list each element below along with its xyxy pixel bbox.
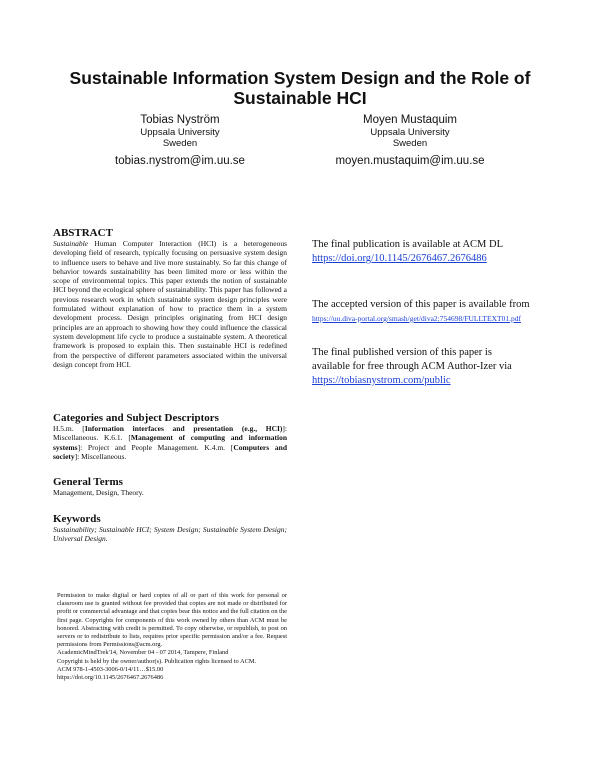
general-terms-text: Management, Design, Theory. — [53, 488, 144, 497]
cat-text-1: H.5.m. [ — [53, 424, 85, 433]
abstract-heading: ABSTRACT — [53, 227, 113, 239]
doi-link[interactable]: https://doi.org/10.1145/2676467.2676486 — [312, 253, 487, 264]
notice-text-2: available for free through ACM Author-Izer via — [312, 361, 512, 372]
paper-title — [40, 68, 560, 108]
notice-text-1: The final published version of this paper is — [312, 347, 492, 358]
cat-text-3: ]: Project and People Management. K.4.m. [ — [77, 442, 234, 452]
abstract-text — [53, 239, 287, 369]
permission-doi-line: https://doi.org/10.1145/2676467.2676486 — [57, 674, 164, 682]
abstract-body: Human Computer Interaction (HCI) is a heterogeneous developing field of research, typically focusing on persuasive system design to influence users to behave and live more sustainably. So far this change of behavior towards sustainability has been limited more or less within the scope of environmental topics. This paper extends the notion of sustainable HCI beyond the ecological sphere of sustainability. This paper has followed a previous research work in which sustainable system design principles were formulated without explanation of how to practice them in a system development process. Design principles originating from HCI design principles are an approach to showing how they could influence the classical system development life cycle to produce a sustainable system. A theoretical framework is proposed to explain this. Then sustainable HCI is redefined from the perspective of different parameters associated within the universal design concept from HCI. — [53, 239, 287, 369]
notice-accepted-version — [312, 298, 592, 326]
notice-text: The accepted version of this paper is available from — [312, 299, 530, 310]
general-terms-section — [53, 476, 287, 497]
notice-acm-dl — [312, 238, 592, 266]
author-affiliation: Uppsala University — [370, 127, 450, 138]
isbn-line: ACM 978-1-4503-3006-0/14/11…$15.00 — [57, 665, 164, 673]
general-terms-heading: General Terms — [53, 476, 123, 488]
diva-link[interactable]: https://uu.diva-portal.org/smash/get/diva2:754698/FULLTEXT01.pdf — [312, 314, 521, 323]
author-name: Tobias Nyström — [140, 114, 220, 126]
notice-text: The final publication is available at ACM DL — [312, 239, 503, 250]
categories-text — [53, 424, 287, 461]
author-block-2 — [330, 114, 490, 168]
categories-heading: Categories and Subject Descriptors — [53, 412, 219, 424]
cat-bold-2: Management of computing and information systems — [53, 433, 287, 452]
keywords-text: Sustainability; Sustainable HCI; System Design; Sustainable System Design; Universal Design. — [53, 525, 287, 544]
author-country: Sweden — [392, 138, 428, 149]
keywords-heading: Keywords — [53, 513, 101, 525]
permission-block — [57, 592, 287, 682]
author-country: Sweden — [162, 138, 198, 149]
author-email: moyen.mustaquim@im.uu.se — [335, 155, 485, 167]
categories-section — [53, 412, 287, 461]
title-line-1: Sustainable Information System Design and the Role of — [69, 68, 531, 88]
author-block-1 — [100, 114, 260, 168]
cat-text-4: ]: Miscellaneous. — [74, 451, 127, 461]
title-line-2: Sustainable HCI — [233, 88, 367, 108]
copyright-line: Copyright is held by the owner/author(s). Publication rights licensed to ACM. — [57, 657, 257, 665]
author-affiliation: Uppsala University — [140, 127, 220, 138]
keywords-section — [53, 513, 287, 544]
cat-bold-1: Information interfaces and presentation (e.g., HCI) — [84, 424, 283, 433]
abstract-lead-word: Sustainable — [53, 239, 88, 248]
notice-author-izer — [312, 346, 592, 388]
cat-text-2: ]: Miscellaneous. K.6.1. [ — [53, 424, 288, 443]
author-name: Moyen Mustaquim — [363, 114, 457, 126]
abstract-section — [53, 227, 287, 369]
permission-text: Permission to make digital or hard copies of all or part of this work for personal or classroom use is granted without fee provided that copies are not made or distributed for profit or commercial advantage and that copies bear this notice and the full citation on the first page. Copyrights for components of this work owned by others than ACM must be honored. Abstracting with credit is permitted. To copy otherwise, or republish, to post on servers or to redistribute to lists, requires prior specific permission and/or a fee. Request permissions from Permissions@acm.org. — [57, 592, 287, 649]
author-izer-link[interactable]: https://tobiasnystrom.com/public — [312, 375, 451, 386]
author-email: tobias.nystrom@im.uu.se — [115, 155, 245, 167]
conference-line: AcademicMindTrek'14, November 04 - 07 2014, Tampere, Finland — [57, 649, 229, 657]
cat-bold-3: Computers and society — [53, 442, 287, 461]
